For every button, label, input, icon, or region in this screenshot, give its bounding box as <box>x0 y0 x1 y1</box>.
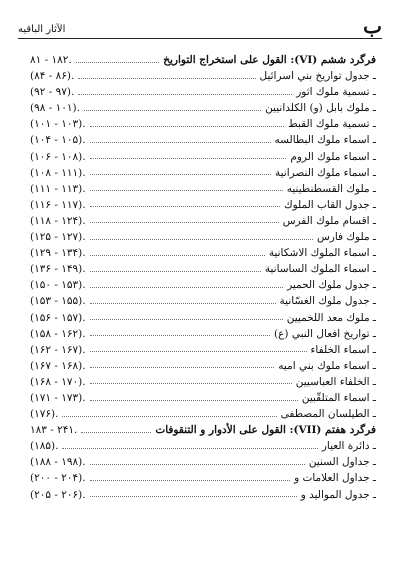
toc-entry-title: ـ دائرة العيار <box>321 440 376 453</box>
toc-entry <box>30 231 376 247</box>
dot-leader <box>90 239 313 240</box>
dot-leader <box>90 496 297 497</box>
dot-leader <box>90 174 271 175</box>
dot-leader <box>90 287 284 288</box>
toc-entry-title: ـ جداول العلامات و <box>294 472 376 485</box>
dot-leader <box>90 464 305 465</box>
toc-entry-pages: (۱۰۱ - ۱۰۳). <box>30 118 86 131</box>
toc-entry-title: فرگرد ششم (VI): القول على استخراج التواريخ <box>163 54 376 66</box>
toc-entry-title: ـ ملوك معد اللخميين <box>286 311 376 324</box>
dot-leader <box>90 271 261 272</box>
toc-entry <box>30 183 376 199</box>
toc-entry-title: ـ اقسام ملوك الفرس <box>282 214 376 227</box>
toc-entry <box>30 328 376 344</box>
toc-entry-pages: (۹۸ - ۱۰۱). <box>30 102 80 115</box>
toc-section-heading <box>30 424 376 440</box>
toc-entry <box>30 376 376 392</box>
toc-entry-title: ـ ملوك فارس <box>316 231 376 244</box>
toc-entry <box>30 279 376 295</box>
toc-entry-pages: (۹۲ - ۹۷). <box>30 86 75 99</box>
dot-leader <box>90 303 276 304</box>
toc-entry <box>30 456 376 472</box>
toc-entry-pages: (۱۱۱ - ۱۱۳). <box>30 182 86 195</box>
toc-entry-title: ـ اسماء الملوك الاشكانية <box>268 247 376 260</box>
toc-entry-pages: (۱۷۱ - ۱۷۳). <box>30 391 86 404</box>
dot-leader <box>81 432 151 433</box>
toc-entry-pages: (۱۶۸ - ۱۷۰). <box>30 375 86 388</box>
dot-leader <box>90 142 271 143</box>
dot-leader <box>90 351 307 352</box>
toc-entry-title: ـ اسماء الملوك الساسانية <box>264 263 376 276</box>
toc-entry-title: ـ تواريخ افعال النبي (ع) <box>274 327 376 340</box>
toc-entry-pages: (۱۰۶ - ۱۰۸). <box>30 150 86 163</box>
toc-entry <box>30 86 376 102</box>
toc-entry-pages: (۱۵۳ - ۱۵۵). <box>30 295 86 308</box>
toc-entry-title: ـ الطيلسان المصطفى <box>280 408 376 421</box>
toc-entry <box>30 70 376 86</box>
dot-leader <box>90 206 280 207</box>
toc-entry-title: ـ اسماء ملوك بني اميه <box>278 359 376 372</box>
toc-entry-pages: (۱۸۵). <box>30 440 59 453</box>
toc-entry-pages: (۸۴ - ۸۶). <box>30 70 75 83</box>
toc-entry-title: ـ اسماء الخلفاء <box>310 343 376 356</box>
toc-entry-title: ـ اسماء ملوك البطالسه <box>274 134 376 147</box>
dot-leader <box>90 400 298 401</box>
toc-entry-pages: (۲۰۵ - ۲۰۶). <box>30 488 86 501</box>
dot-leader <box>90 335 270 336</box>
dot-leader <box>90 383 292 384</box>
running-title: الآثار الباقيه <box>18 24 66 35</box>
dot-leader <box>78 94 292 95</box>
toc-entry <box>30 392 376 408</box>
dot-leader <box>90 158 287 159</box>
toc-entry-pages: (۱۶۷ - ۱۶۸). <box>30 359 86 372</box>
dot-leader <box>62 448 317 449</box>
toc-entry <box>30 118 376 134</box>
dot-leader <box>90 367 275 368</box>
dot-leader <box>90 190 283 191</box>
table-of-contents <box>30 54 376 505</box>
toc-entry-pages: (۱۲۵ - ۱۲۷). <box>30 231 86 244</box>
toc-entry <box>30 151 376 167</box>
toc-entry-pages: (۱۳۶ - ۱۴۹). <box>30 263 86 276</box>
toc-entry-title: ـ تسمية ملوك القبط <box>288 118 376 131</box>
toc-section-heading <box>30 54 376 70</box>
toc-entry-title: ـ الخلفاء العباسيين <box>295 375 376 388</box>
toc-entry-pages: (۱۷۶). <box>30 408 59 421</box>
toc-entry-pages: (۱۰۴ - ۱۰۵). <box>30 134 86 147</box>
toc-entry <box>30 489 376 505</box>
toc-entry-pages: ۸۱ - ۱۸۲. <box>30 54 72 66</box>
toc-entry <box>30 440 376 456</box>
dot-leader <box>90 255 265 256</box>
toc-entry-pages: (۱۸۸ - ۱۹۸). <box>30 456 86 469</box>
toc-entry-title: ـ اسماء المتلقّبين <box>301 391 376 404</box>
dot-leader <box>90 222 279 223</box>
toc-entry <box>30 134 376 150</box>
toc-entry <box>30 295 376 311</box>
toc-entry-pages: (۱۰۸ - ۱۱۱). <box>30 166 86 179</box>
page-number: ب <box>363 14 382 38</box>
toc-entry <box>30 215 376 231</box>
toc-entry-pages: ۱۸۳ - ۲۴۱. <box>30 424 78 437</box>
toc-entry <box>30 167 376 183</box>
toc-entry-title: ـ تسمية ملوك اثور <box>296 86 376 99</box>
toc-entry-pages: (۱۵۸ - ۱۶۲). <box>30 327 86 340</box>
toc-entry <box>30 102 376 118</box>
toc-entry-pages: (۲۰۰ - ۲۰۴). <box>30 472 86 485</box>
dot-leader <box>84 110 261 111</box>
toc-entry-title: ـ ملوك بابل (و) الكلدانيين <box>265 102 376 115</box>
toc-entry-title: ـ جدول تواريخ بني اسرائيل <box>259 70 376 83</box>
dot-leader <box>90 480 290 481</box>
dot-leader <box>76 62 159 63</box>
toc-entry <box>30 247 376 263</box>
toc-entry-pages: (۱۵۶ - ۱۵۷). <box>30 311 86 324</box>
toc-entry-title: فرگرد هفتم (VII): القول على الأدوار و التنقوفات <box>155 424 376 437</box>
toc-entry-title: ـ ملوك القسطنطينيه <box>286 182 376 195</box>
toc-entry-title: ـ اسماء ملوك الروم <box>290 150 376 163</box>
toc-entry-title: ـ جدول المواليد و <box>300 488 376 501</box>
toc-entry <box>30 263 376 279</box>
toc-entry-pages: (۱۵۰ - ۱۵۳). <box>30 279 86 292</box>
toc-entry <box>30 199 376 215</box>
running-header <box>18 14 382 36</box>
toc-entry-title: ـ جدول ملوك الحمير <box>287 279 376 292</box>
dot-leader <box>90 319 283 320</box>
toc-entry-pages: (۱۶۲ - ۱۶۷). <box>30 343 86 356</box>
toc-entry <box>30 408 376 424</box>
toc-entry <box>30 312 376 328</box>
toc-entry-pages: (۱۱۶ - ۱۱۷). <box>30 198 86 211</box>
toc-entry-title: ـ جدول ملوك الغسّانية <box>279 295 376 308</box>
toc-entry-title: ـ جداول السنين <box>308 456 376 469</box>
toc-entry-pages: (۱۲۹ - ۱۳۴). <box>30 247 86 260</box>
toc-entry <box>30 472 376 488</box>
toc-entry <box>30 344 376 360</box>
toc-entry-pages: (۱۱۸ - ۱۲۴). <box>30 214 86 227</box>
toc-entry-title: ـ اسماء ملوك النصرانية <box>274 166 376 179</box>
toc-entry <box>30 360 376 376</box>
dot-leader <box>62 416 276 417</box>
header-rule <box>18 38 382 39</box>
dot-leader <box>90 126 284 127</box>
dot-leader <box>78 78 255 79</box>
toc-entry-title: ـ جدول القاب الملوك <box>283 198 376 211</box>
